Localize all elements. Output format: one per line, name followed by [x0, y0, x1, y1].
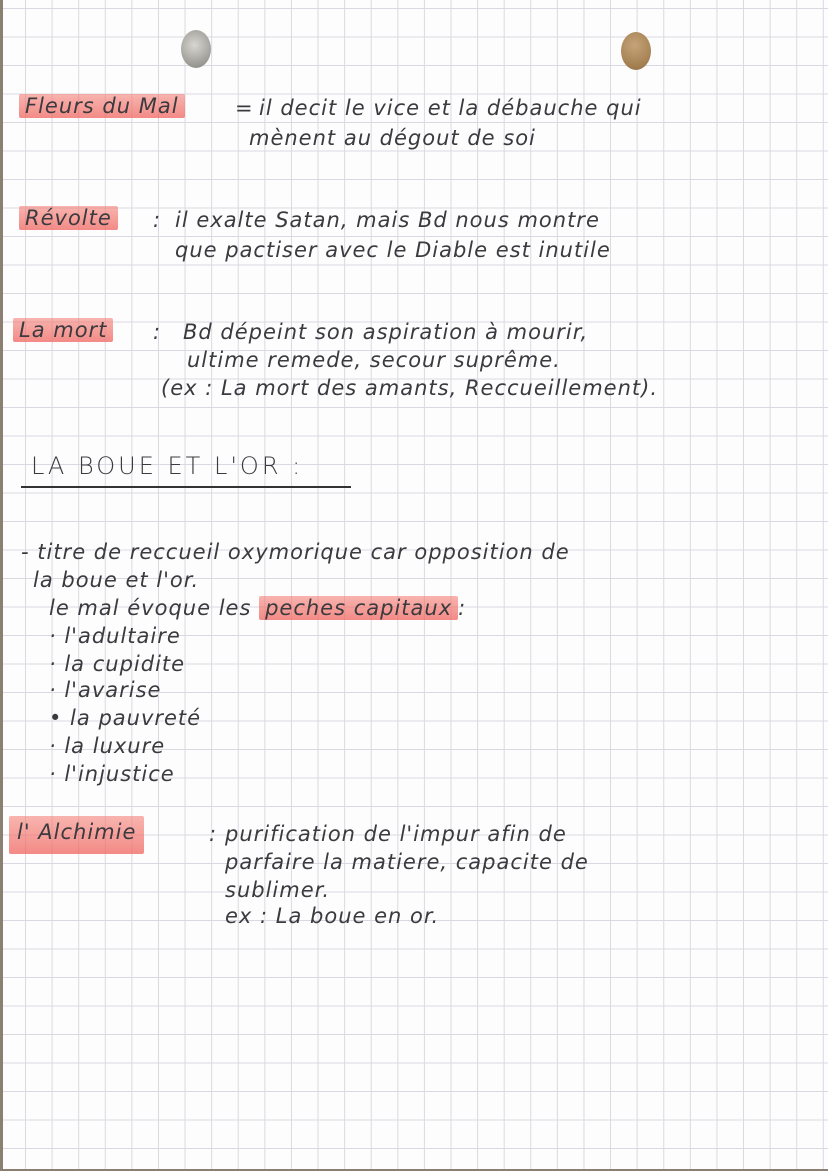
body-line: - titre de reccueil oxymorique car opposition de: [21, 540, 570, 564]
term-revolte: Révolte: [19, 204, 118, 232]
highlight-peches-capitaux: peches capitaux: [259, 596, 458, 620]
punch-hole-left: [181, 30, 211, 68]
list-item: · la cupidite: [49, 652, 186, 676]
definition-line: il decit le vice et la débauche qui: [259, 96, 642, 120]
term-fleurs-du-mal: Fleurs du Mal: [19, 92, 185, 120]
heading-underline: [21, 486, 351, 488]
list-item: · l'avarise: [49, 678, 162, 702]
separator: :: [153, 320, 162, 344]
definition-line: Bd dépeint son aspiration à mourir,: [183, 320, 589, 344]
separator: :: [153, 208, 162, 232]
definition-line: (ex : La mort des amants, Reccueillement).: [161, 376, 658, 400]
definition-line: ultime remede, secour suprême.: [187, 348, 561, 372]
punch-hole-right: [621, 32, 651, 70]
term-la-mort: La mort: [13, 316, 113, 344]
definition-line: mènent au dégout de soi: [249, 126, 536, 150]
separator: =: [235, 96, 254, 120]
list-item: · l'injustice: [49, 762, 175, 786]
definition-line: parfaire la matiere, capacite de: [225, 850, 589, 874]
definition-line: ex : La boue en or.: [225, 904, 440, 928]
definition-line: purification de l'impur afin de: [225, 822, 567, 846]
definition-line: sublimer.: [225, 878, 331, 902]
separator: :: [209, 822, 218, 846]
body-line: le mal évoque les peches capitaux :: [49, 596, 467, 620]
section-heading: LA BOUE ET L'OR :: [31, 452, 304, 480]
term-alchimie: l' Alchimie: [9, 818, 144, 846]
definition-line: que pactiser avec le Diable est inutile: [175, 238, 611, 262]
list-item: • la pauvreté: [49, 706, 202, 730]
definition-line: il exalte Satan, mais Bd nous montre: [175, 208, 600, 232]
list-item: · la luxure: [49, 734, 166, 758]
list-item: · l'adultaire: [49, 624, 181, 648]
body-line: la boue et l'or.: [33, 568, 200, 592]
